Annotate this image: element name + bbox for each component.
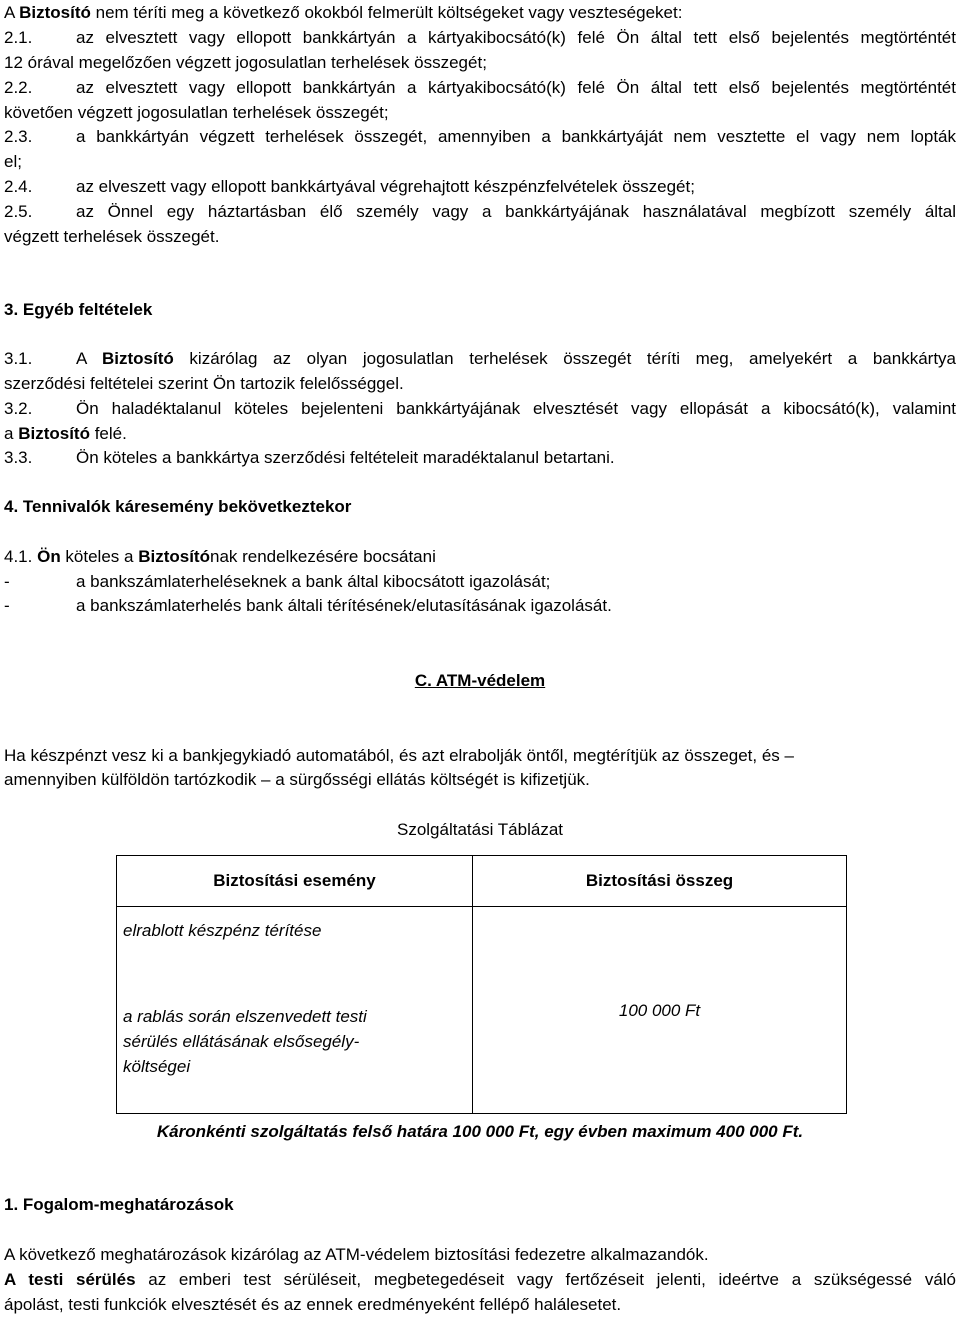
intro-text-a: A bbox=[4, 3, 20, 22]
dash-bullet: - bbox=[4, 572, 10, 591]
item-text: az Önnel egy háztartásban élő személy vagy a bankkártyájának használatával megbízott személy által bbox=[76, 202, 956, 221]
list-item bbox=[4, 396, 956, 446]
item-text-continued: 12 órával megelőzően végzett jogosulatlan terhelések összegét; bbox=[4, 53, 487, 72]
insurer-term: Biztosító bbox=[102, 349, 174, 368]
insurer-term: Biztosító bbox=[19, 3, 91, 22]
definitions-heading: 1. Fogalom-meghatározások bbox=[4, 1195, 234, 1214]
item-number: 3.1. bbox=[4, 349, 33, 368]
atm-paragraph-line-2: amennyiben külföldön tartózkodik – a sürgősségi ellátás költségét is kifizetjük. bbox=[4, 770, 590, 789]
intro-text-b: nem téríti meg a következő okokból felmerült költségeket vagy veszteségeket: bbox=[90, 3, 683, 22]
item-text: Ön haladéktalanul köteles bejelenteni bankkártyájának elvesztését vagy ellopását a kibocsátó(k), valamint bbox=[76, 399, 956, 418]
item-number: 4.1. bbox=[4, 547, 33, 566]
item-text-a: A bbox=[76, 349, 103, 368]
intro-paragraph bbox=[4, 0, 682, 25]
limit-note bbox=[4, 1119, 956, 1144]
bullet-item bbox=[4, 593, 612, 618]
term-bodily-injury: A testi sérülés bbox=[4, 1270, 136, 1289]
event-injury bbox=[123, 1004, 367, 1079]
atm-title-text: C. ATM-védelem bbox=[414, 671, 546, 690]
item-text: a bankkártyán végzett terhelések összegét, amennyiben a bankkártyáját nem vesztette el vagy nem lopták bbox=[76, 127, 956, 146]
list-item bbox=[4, 174, 956, 199]
item-text: az elvesztett vagy ellopott bankkártyán a kártyakibocsátó(k) felé Ön által tett első bejelentés megtörténtét bbox=[76, 78, 956, 97]
atm-paragraph-line-1: Ha készpénzt vesz ki a bankjegykiadó automatából, és azt elrabolják öntől, megtérítjük az összeget, és – bbox=[4, 746, 794, 765]
bullet-item bbox=[4, 569, 550, 594]
dash-bullet: - bbox=[4, 596, 10, 615]
amount-cell bbox=[473, 907, 847, 1114]
item-text: az elveszett vagy ellopott bankkártyával végrehajtott készpénzfelvételek összegét; bbox=[76, 177, 695, 196]
definition-injury bbox=[4, 1267, 956, 1317]
list-item bbox=[4, 199, 956, 249]
item-text: az elvesztett vagy ellopott bankkártyán a kártyakibocsátó(k) felé Ön által tett első bejelentés megtörténtét bbox=[76, 28, 956, 47]
bullet-text: a bankszámlaterhelés bank általi térítésének/elutasításának igazolását. bbox=[76, 596, 612, 615]
section-4-item bbox=[4, 544, 436, 569]
limit-note-text: Káronkénti szolgáltatás felső határa 100 000 Ft, egy évben maximum 400 000 Ft. bbox=[156, 1122, 804, 1141]
item-text-a: a bbox=[4, 424, 19, 443]
list-item bbox=[4, 445, 956, 470]
definition-text-continued: ápolást, testi funkciók elvesztését és az ennek eredményeként fellépő halálesetet. bbox=[4, 1295, 622, 1314]
item-text-continued: követően végzett jogosulatlan terhelések összegét; bbox=[4, 103, 389, 122]
item-text-b: felé. bbox=[89, 424, 127, 443]
definitions-intro: A következő meghatározások kizárólag az ATM-védelem biztosítási fedezetre alkalmazandók. bbox=[4, 1245, 709, 1264]
bullet-text: a bankszámlaterheléseknek a bank által kibocsátott igazolását; bbox=[76, 572, 551, 591]
service-table bbox=[116, 855, 847, 1114]
section-3-heading: 3. Egyéb feltételek bbox=[4, 300, 153, 319]
item-number: 2.5. bbox=[4, 202, 33, 221]
item-text-b: nak rendelkezésére bocsátani bbox=[209, 547, 436, 566]
list-item bbox=[4, 346, 956, 396]
list-item bbox=[4, 124, 956, 174]
list-item bbox=[4, 25, 956, 75]
list-item bbox=[4, 75, 956, 125]
item-number: 3.3. bbox=[4, 448, 33, 467]
item-text-a: köteles a bbox=[60, 547, 139, 566]
service-table-title: Szolgáltatási Táblázat bbox=[396, 820, 563, 839]
col-header-amount: Biztosítási összeg bbox=[473, 856, 847, 907]
event-injury-line-1: a rablás során elszenvedett testi bbox=[123, 1007, 367, 1026]
item-number: 3.2. bbox=[4, 399, 33, 418]
event-robbed-cash: elrablott készpénz térítése bbox=[123, 921, 322, 940]
col-header-event: Biztosítási esemény bbox=[117, 856, 473, 907]
event-cell bbox=[117, 907, 473, 1114]
item-number: 2.1. bbox=[4, 28, 33, 47]
event-injury-line-3: költségei bbox=[123, 1057, 191, 1076]
event-injury-line-2: sérülés ellátásának elsősegély- bbox=[123, 1032, 360, 1051]
item-text: Ön köteles a bankkártya szerződési feltételeit maradéktalanul betartani. bbox=[76, 448, 615, 467]
item-text-continued: végzett terhelések összegét. bbox=[4, 227, 220, 246]
item-number: 2.4. bbox=[4, 177, 33, 196]
item-number: 2.3. bbox=[4, 127, 33, 146]
section-4-heading: 4. Tennivalók káresemény bekövetkeztekor bbox=[4, 497, 352, 516]
definition-text: az emberi test sérüléseit, megbetegedéseit vagy fertőzéseit jelenti, ideértve a szükségessé váló bbox=[135, 1270, 956, 1289]
item-text-continued: el; bbox=[4, 152, 22, 171]
amount-value: 100 000 Ft bbox=[618, 1000, 701, 1020]
atm-section-title bbox=[4, 668, 956, 693]
item-text-continued: szerződési feltételei szerint Ön tartozik felelősséggel. bbox=[4, 374, 404, 393]
item-number: 2.2. bbox=[4, 78, 33, 97]
item-text-b: kizárólag az olyan jogosulatlan terhelések összegét téríti meg, amelyekért a bankkártya bbox=[173, 349, 956, 368]
insurer-term: Biztosító bbox=[138, 547, 210, 566]
you-term: Ön bbox=[37, 547, 61, 566]
insurer-term: Biztosító bbox=[18, 424, 90, 443]
